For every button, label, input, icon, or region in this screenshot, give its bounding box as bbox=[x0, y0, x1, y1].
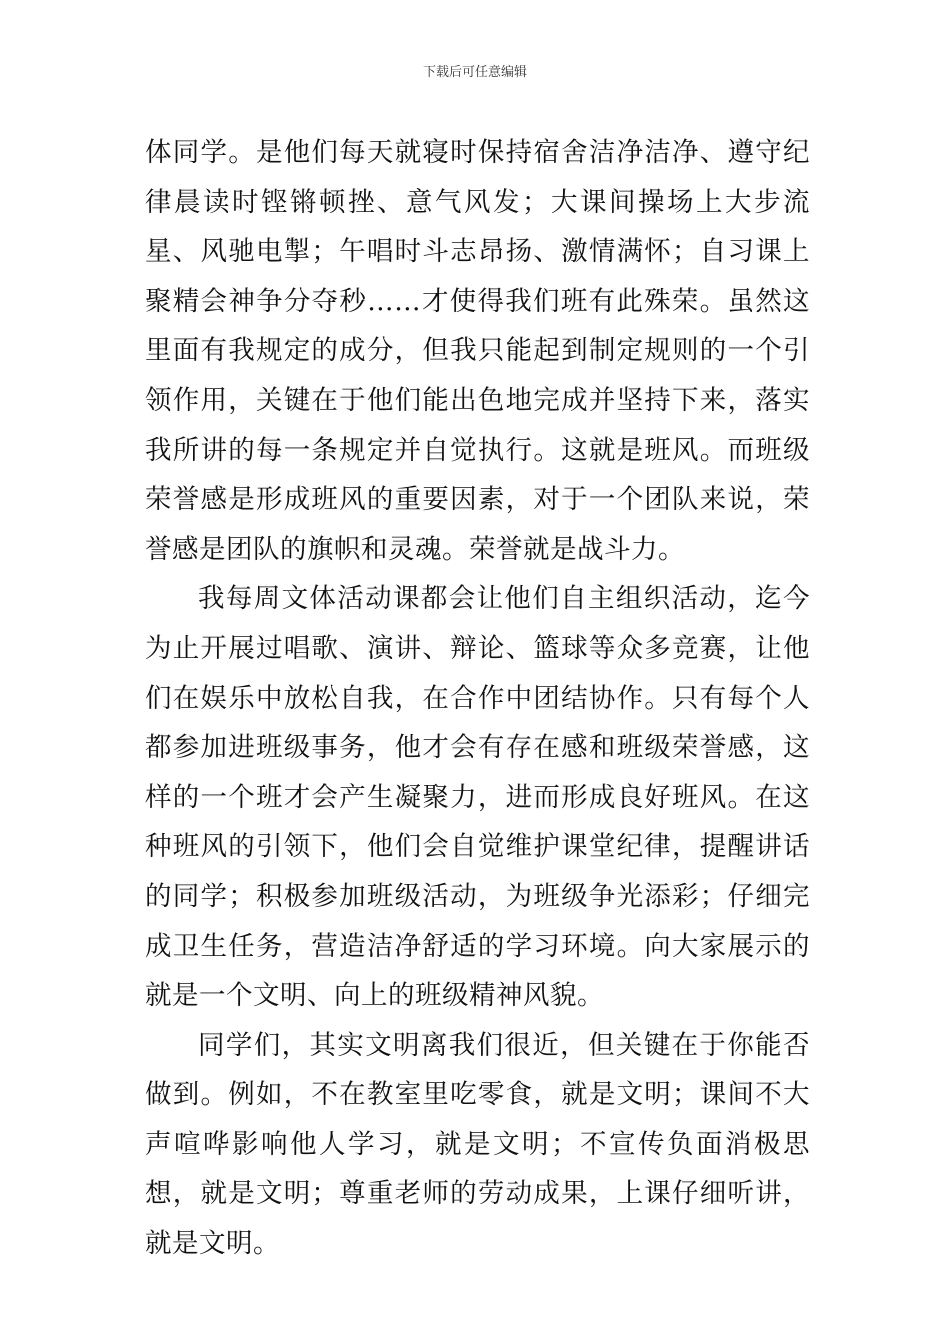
paragraph-3: 同学们，其实文明离我们很近，但关键在于你能否做到。例如，不在教室里吃零食，就是文明；课间不大声喧哗影响他人学习，就是文明；不宣传负面消极思想，就是文明；尊重老师的劳动成果，上课仔细听讲，就是文明。 bbox=[145, 1029, 810, 1260]
document-body bbox=[145, 128, 810, 1269]
paragraph-1: 体同学。是他们每天就寝时保持宿舍洁净洁净、遵守纪律晨读时铿锵顿挫、意气风发；大课间操场上大步流星、风驰电掣；午唱时斗志昂扬、激情满怀；自习课上聚精会神争分夺秒……才使得我们班有此殊荣。虽然这里面有我规定的成分，但我只能起到制定规则的一个引领作用，关键在于他们能出色地完成并坚持下来，落实我所讲的每一条规定并自觉执行。这就是班风。而班级荣誉感是形成班风的重要因素，对于一个团队来说，荣誉感是团队的旗帜和灵魂。荣誉就是战斗力。 bbox=[145, 137, 810, 565]
paragraph-2: 我每周文体活动课都会让他们自主组织活动，迄今为止开展过唱歌、演讲、辩论、篮球等众多竞赛，让他们在娱乐中放松自我，在合作中团结协作。只有每个人都参加进班级事务，他才会有存在感和班级荣誉感，这样的一个班才会产生凝聚力，进而形成良好班风。在这种班风的引领下，他们会自觉维护课堂纪律，提醒讲话的同学；积极参加班级活动，为班级争光添彩；仔细完成卫生任务，营造洁净舒适的学习环境。向大家展示的就是一个文明、向上的班级精神风貌。 bbox=[145, 583, 810, 1012]
page-header-note: 下载后可任意编辑 bbox=[422, 65, 527, 80]
